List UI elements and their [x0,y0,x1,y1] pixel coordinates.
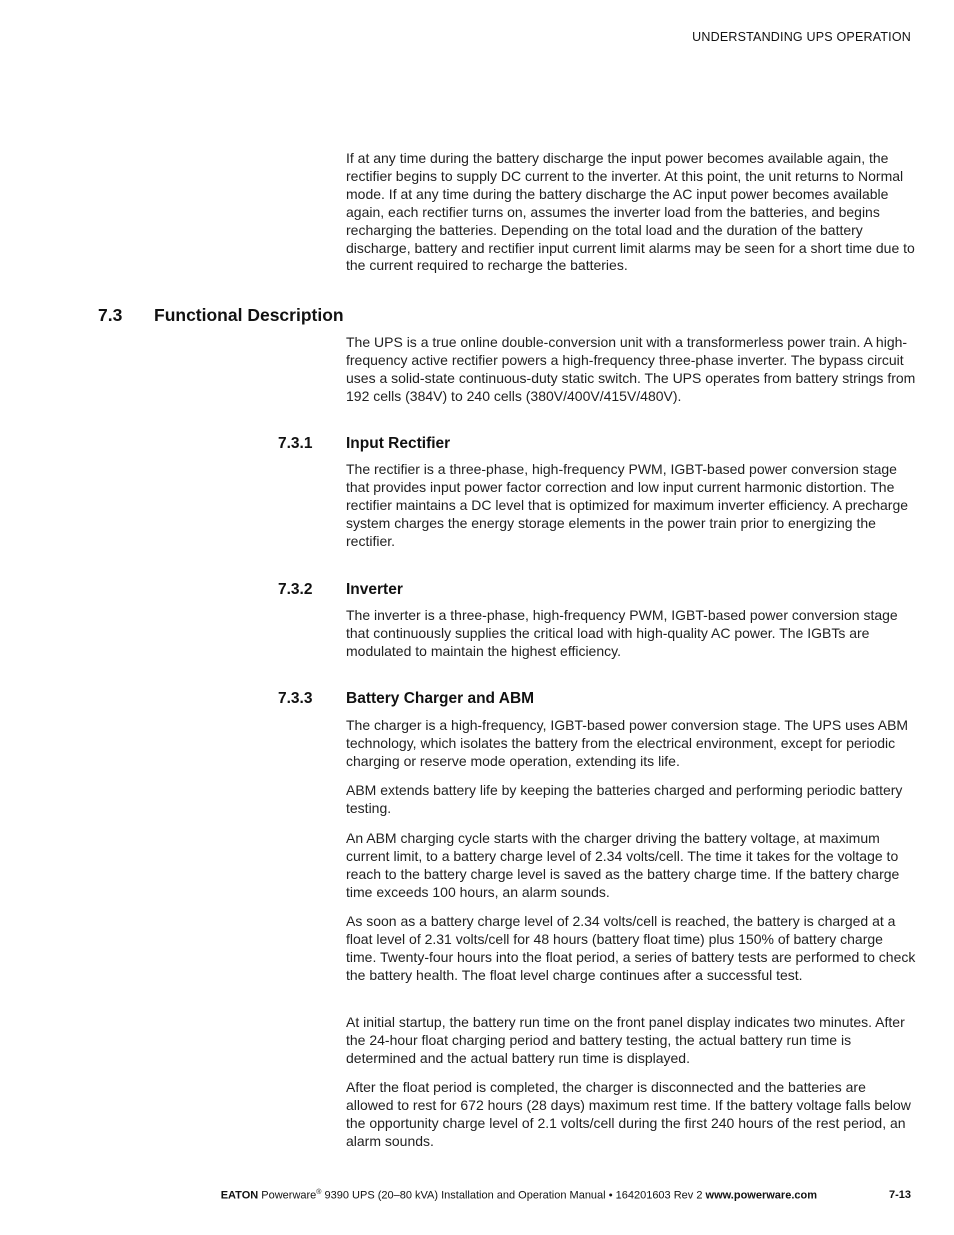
footer-text [221,1189,817,1202]
intro-paragraph: If at any time during the battery discharge the input power becomes available again, the rectifier begins to supply DC current to the inverter. At this point, the unit returns to Normal mode. If at any time during the battery discharge the AC input power becomes available again, each rectifier turns on, assumes the inverter load from the batteries, and begins recharging the batteries. Depending on the total load and the duration of the battery discharge, battery and rectifier input current limit alarms may be seen for a short time due to the current required to recharge the batteries. [346,150,915,274]
section-heading-7-3-3 [278,690,534,708]
subsection-title: Input Rectifier [346,435,451,452]
inverter-paragraph: The inverter is a three-phase, high-frequency PWM, IGBT-based power conversion stage that continuously supplies the critical load with high-quality AC power. The IGBTs are modulated to maintain the highest efficiency. [346,607,898,659]
rest-period-paragraph: After the float period is completed, the charger is disconnected and the batteries are allowed to rest for 672 hours (28 days) maximum rest time. If the battery voltage falls below the opportunity charge level of 2.1 volts/cell during the first 240 hours of the rest period, an alarm sounds. [346,1079,911,1149]
initial-startup-paragraph: At initial startup, the battery run time on the front panel display indicates two minutes. After the 24-hour float charging period and battery testing, the actual battery run time is determined and the actual battery run time is displayed. [346,1014,905,1066]
section-title: Functional Description [154,305,344,325]
footer-product: Powerware [261,1189,317,1202]
section-heading-7-3-2 [278,581,403,599]
footer-separator: • [608,1189,613,1202]
subsection-title: Battery Charger and ABM [346,690,535,707]
input-rectifier-paragraph: The rectifier is a three-phase, high-frequency PWM, IGBT-based power conversion stage that provides input power factor correction and low input current harmonic distortion. The rectifier maintains a DC level that is optimized for maximum inverter efficiency. A precharge system charges the energy storage elements in the power train prior to energizing the rectifier. [346,461,909,549]
charging-cycle-paragraph: An ABM charging cycle starts with the charger driving the battery voltage, at maximum current limit, to a battery charge level of 2.34 volts/cell. The time it takes for the voltage to reach to the battery charge level is saved as the battery charge time. If the battery charge time exceeds 100 hours, an alarm sounds. [346,830,900,900]
float-charge-paragraph: As soon as a battery charge level of 2.34 volts/cell is reached, the battery is charged at a float level of 2.31 volts/cell for 48 hours (battery float time) plus 150% of battery charge time. Twenty-four hours into the float period, a series of battery tests are performed to check the battery health. The float level charge continues after a successful test. [346,913,916,983]
section-heading-7-3-1 [278,435,450,453]
footer-brand: EATON [220,1189,259,1202]
footer-manual-title: 9390 UPS (20–80 kVA) Installation and Operation Manual [324,1189,606,1202]
footer-doc-number: 164201603 Rev 2 [615,1189,703,1202]
section-number: 7.3 [98,305,123,325]
page-footer [0,1189,954,1205]
footer-website: www.powerware.com [705,1189,817,1202]
registered-mark: ® [316,1189,322,1196]
section-heading-7-3 [98,305,344,326]
running-header: UNDERSTANDING UPS OPERATION [692,30,911,44]
subsection-number: 7.3.3 [278,690,313,707]
page-number: 7-13 [888,1189,911,1201]
charger-paragraph: The charger is a high-frequency, IGBT-based power conversion stage. The UPS uses ABM technology, which isolates the battery from the electrical environment, except for periodic charging or reserve mode operation, extending its life. [346,717,909,769]
subsection-number: 7.3.1 [278,435,313,452]
subsection-title: Inverter [346,581,403,598]
abm-life-paragraph: ABM extends battery life by keeping the batteries charged and performing periodic battery testing. [346,782,903,816]
subsection-number: 7.3.2 [278,581,313,598]
functional-description-paragraph: The UPS is a true online double-conversion unit with a transformerless power train. A high-frequency active rectifier powers a high-frequency three-phase inverter. The bypass circuit uses a solid-state continuous-duty static switch. The UPS operates from battery strings from 192 cells (384V) to 240 cells (380V/400V/415V/480V). [346,334,916,404]
